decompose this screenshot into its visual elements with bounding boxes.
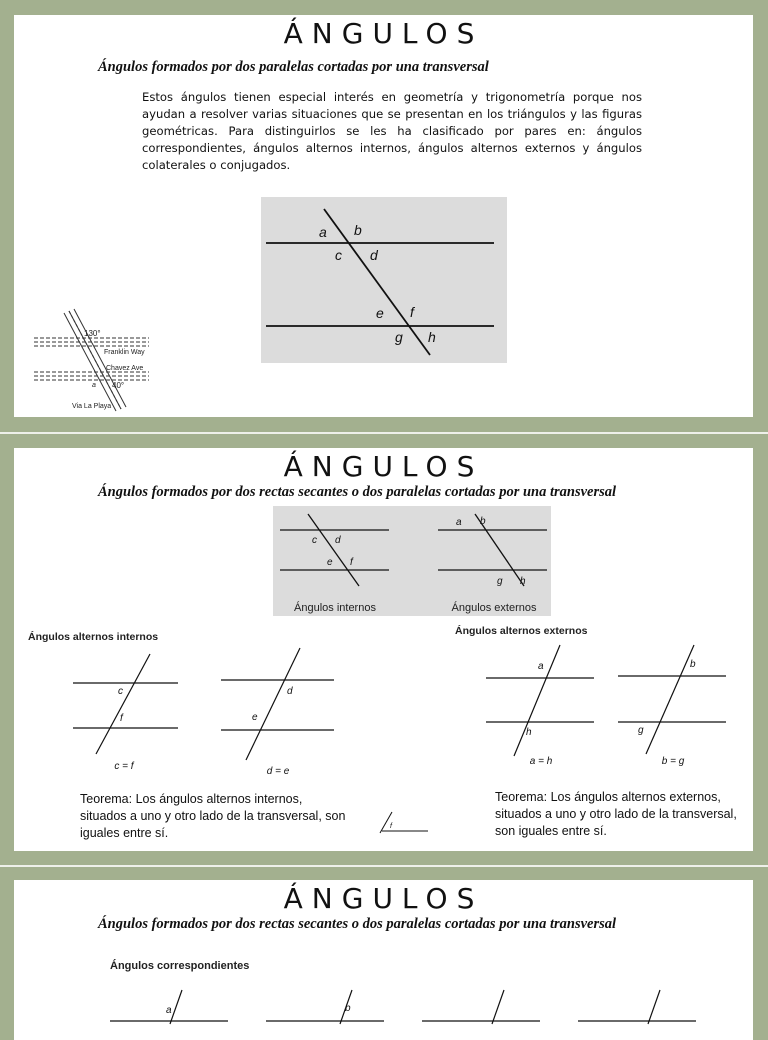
theorem-alt-external: Teorema: Los ángulos alternos externos, situados a uno y otro lado de la transversal, son iguales entre sí. (495, 790, 737, 838)
map-label-a: a (92, 382, 96, 389)
slide3-diagrams (14, 880, 753, 1040)
map-angle-130: 130° (84, 329, 101, 338)
transversal-line (324, 209, 430, 355)
slide-1 (14, 15, 753, 417)
fragment-label-f: f (390, 823, 392, 830)
alt-int-caption-2: d = e (266, 766, 290, 777)
theorem-alt-internal: Teorema: Los ángulos alternos internos, situados a uno y otro lado de la transversal, son iguales entre sí. (80, 792, 346, 840)
alt-int-caption-1: c = f (114, 761, 134, 772)
alt-ext-caption-2: b = g (661, 756, 685, 767)
caption-internal: Ángulos internos (294, 602, 376, 614)
angle-label-d: d (370, 247, 378, 263)
map-street-franklin: Franklin Way (104, 349, 145, 356)
angle-label-f: f (410, 304, 414, 320)
box-label-d: d (335, 535, 341, 546)
intro-paragraph: Estos ángulos tienen especial interés en geometría y trigonometría porque nos ayudan a resolver varias situaciones que se presentan en los triángulos y las figuras geométricas. Para distinguirlos se les ha clasificado por pares en: ángulos correspondientes, ángulos alternos internos, ángulos alternos externos y ángulos colaterales o conjugados. (142, 90, 642, 172)
slide-3 (14, 880, 753, 1040)
angle-label-a: a (319, 224, 327, 240)
alt-int-label-f: f (120, 713, 123, 724)
box-label-b: b (480, 516, 486, 527)
slide-title: ÁNGULOS (283, 17, 484, 50)
alt-ext-label-h: h (526, 727, 532, 738)
box-label-a: a (456, 517, 462, 528)
angle-label-h: h (428, 329, 436, 345)
caption-external: Ángulos externos (451, 602, 537, 614)
slide-subtitle: Ángulos formados por dos rectas secantes o dos paralelas cortadas por una transversal (98, 484, 617, 500)
angle-label-b: b (354, 222, 362, 238)
angle-label-g: g (395, 329, 403, 345)
alt-ext-label-a: a (538, 661, 544, 672)
map-road-label: Via La Playa (72, 403, 112, 410)
alt-ext-caption-1: a = h (529, 756, 553, 767)
box-label-e: e (327, 557, 333, 568)
street-map (34, 309, 149, 411)
alt-ext-label-b: b (690, 659, 696, 670)
transversal-diagram (14, 15, 753, 417)
angle-label-e: e (376, 305, 384, 321)
slide-subtitle: Ángulos formados por dos rectas secantes o dos paralelas cortadas por una transversal (98, 916, 617, 932)
slide-title: ÁNGULOS (283, 450, 484, 483)
alt-internal-heading: Ángulos alternos internos (28, 631, 159, 643)
alt-external-heading: Ángulos alternos externos (455, 625, 588, 637)
alt-int-label-e: e (252, 712, 258, 723)
slide-subtitle: Ángulos formados por dos paralelas cortadas por una transversal (98, 59, 489, 75)
alt-ext-label-g: g (638, 725, 644, 736)
map-angle-40: 40° (112, 381, 125, 390)
angle-label-c: c (335, 247, 342, 263)
slide-separator (0, 432, 768, 434)
corresponding-heading: Ángulos correspondientes (110, 960, 250, 972)
box-label-f: f (350, 557, 353, 568)
alt-int-label-d: d (287, 686, 293, 697)
box-label-h: h (520, 576, 526, 587)
alt-int-label-c: c (118, 686, 123, 697)
slide-2 (14, 448, 753, 851)
slide-title: ÁNGULOS (283, 882, 484, 915)
map-street-chavez: Chavez Ave (106, 365, 144, 372)
box-label-c: c (312, 535, 317, 546)
slide-separator (0, 865, 768, 867)
corr-label-b: b (345, 1003, 351, 1014)
corr-label-a: a (166, 1005, 172, 1016)
box-label-g: g (497, 576, 503, 587)
